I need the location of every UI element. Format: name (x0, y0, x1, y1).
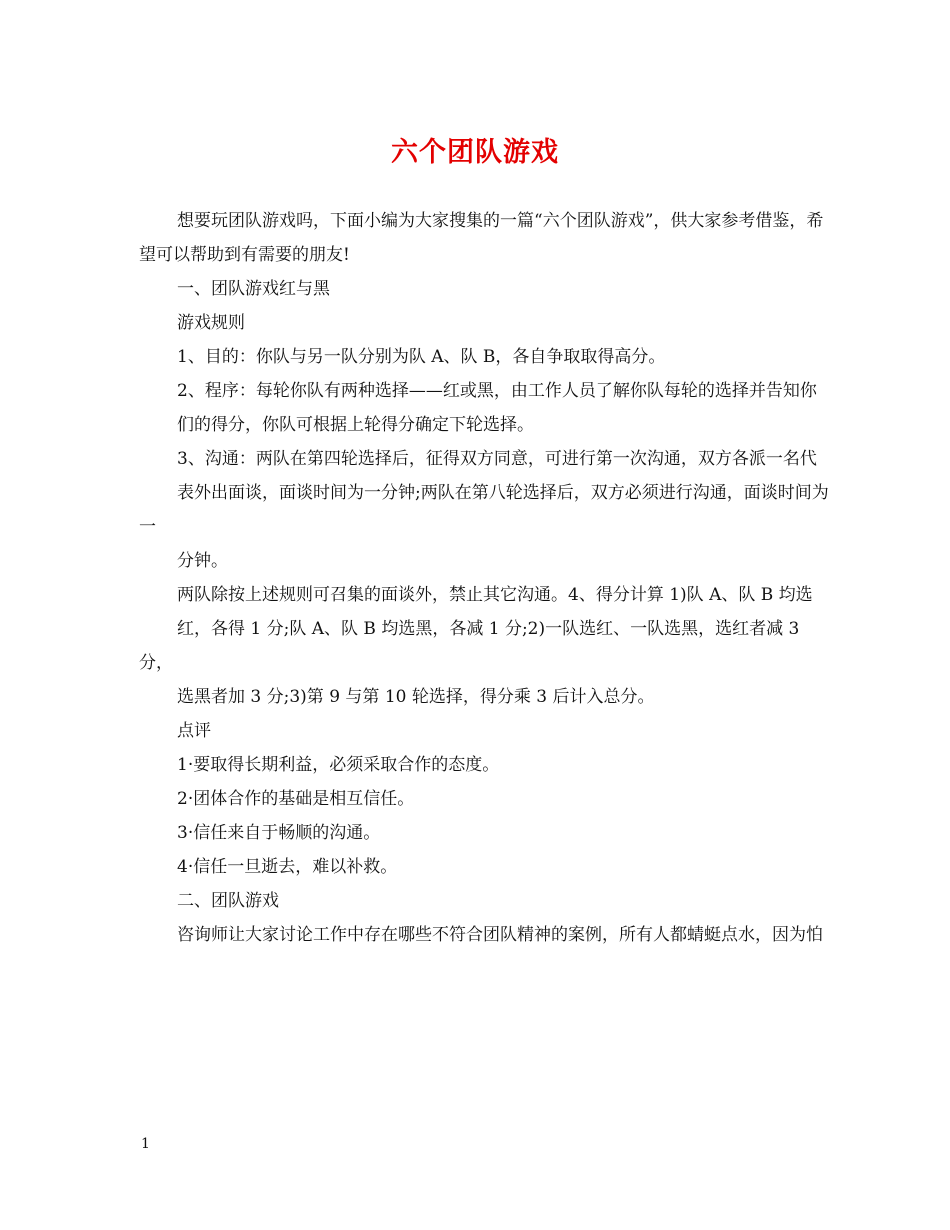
list-item: 2·团体合作的基础是相互信任。 (177, 789, 415, 809)
subheading: 游戏规则 (177, 313, 245, 333)
paragraph: 红，各得 1 分;队 A、队 B 均选黑，各减 1 分;2)一队选红、一队选黑，选红者减 3 分， (139, 619, 800, 673)
paragraph: 表外出面谈，面谈时间为一分钟;两队在第八轮选择后，双方必须进行沟通，面谈时间为一 (139, 483, 829, 537)
list-item: 3·信任来自于畅顺的沟通。 (177, 823, 381, 843)
page-number: 1 (141, 1136, 150, 1152)
paragraph: 2、程序：每轮你队有两种选择——红或黑，由工作人员了解你队每轮的选择并告知你 (177, 381, 817, 401)
paragraph: 分钟。 (177, 551, 228, 571)
subheading: 点评 (177, 721, 211, 741)
list-item: 4·信任一旦逝去，难以补救。 (177, 857, 398, 877)
document-body (139, 204, 829, 952)
paragraph: 选黑者加 3 分;3)第 9 与第 10 轮选择，得分乘 3 后计入总分。 (177, 687, 655, 707)
paragraph: 咨询师让大家讨论工作中存在哪些不符合团队精神的案例，所有人都蜻蜓点水，因为怕 (177, 925, 823, 945)
paragraph: 想要玩团队游戏吗，下面小编为大家搜集的一篇“六个团队游戏”，供大家参考借鉴，希望可以帮助到有需要的朋友! (139, 211, 824, 265)
section-heading: 二、团队游戏 (177, 891, 279, 911)
paragraph: 们的得分，你队可根据上轮得分确定下轮选择。 (177, 415, 534, 435)
paragraph: 两队除按上述规则可召集的面谈外，禁止其它沟通。4、得分计算 1)队 A、队 B 均选 (177, 585, 813, 605)
list-item: 1·要取得长期利益，必须采取合作的态度。 (177, 755, 500, 775)
paragraph: 1、目的：你队与另一队分别为队 A、队 B，各自争取取得高分。 (177, 347, 666, 367)
document-title: 六个团队游戏 (391, 137, 559, 168)
paragraph: 3、沟通：两队在第四轮选择后，征得双方同意，可进行第一次沟通，双方各派一名代 (177, 449, 817, 469)
section-heading: 一、团队游戏红与黑 (177, 279, 330, 299)
